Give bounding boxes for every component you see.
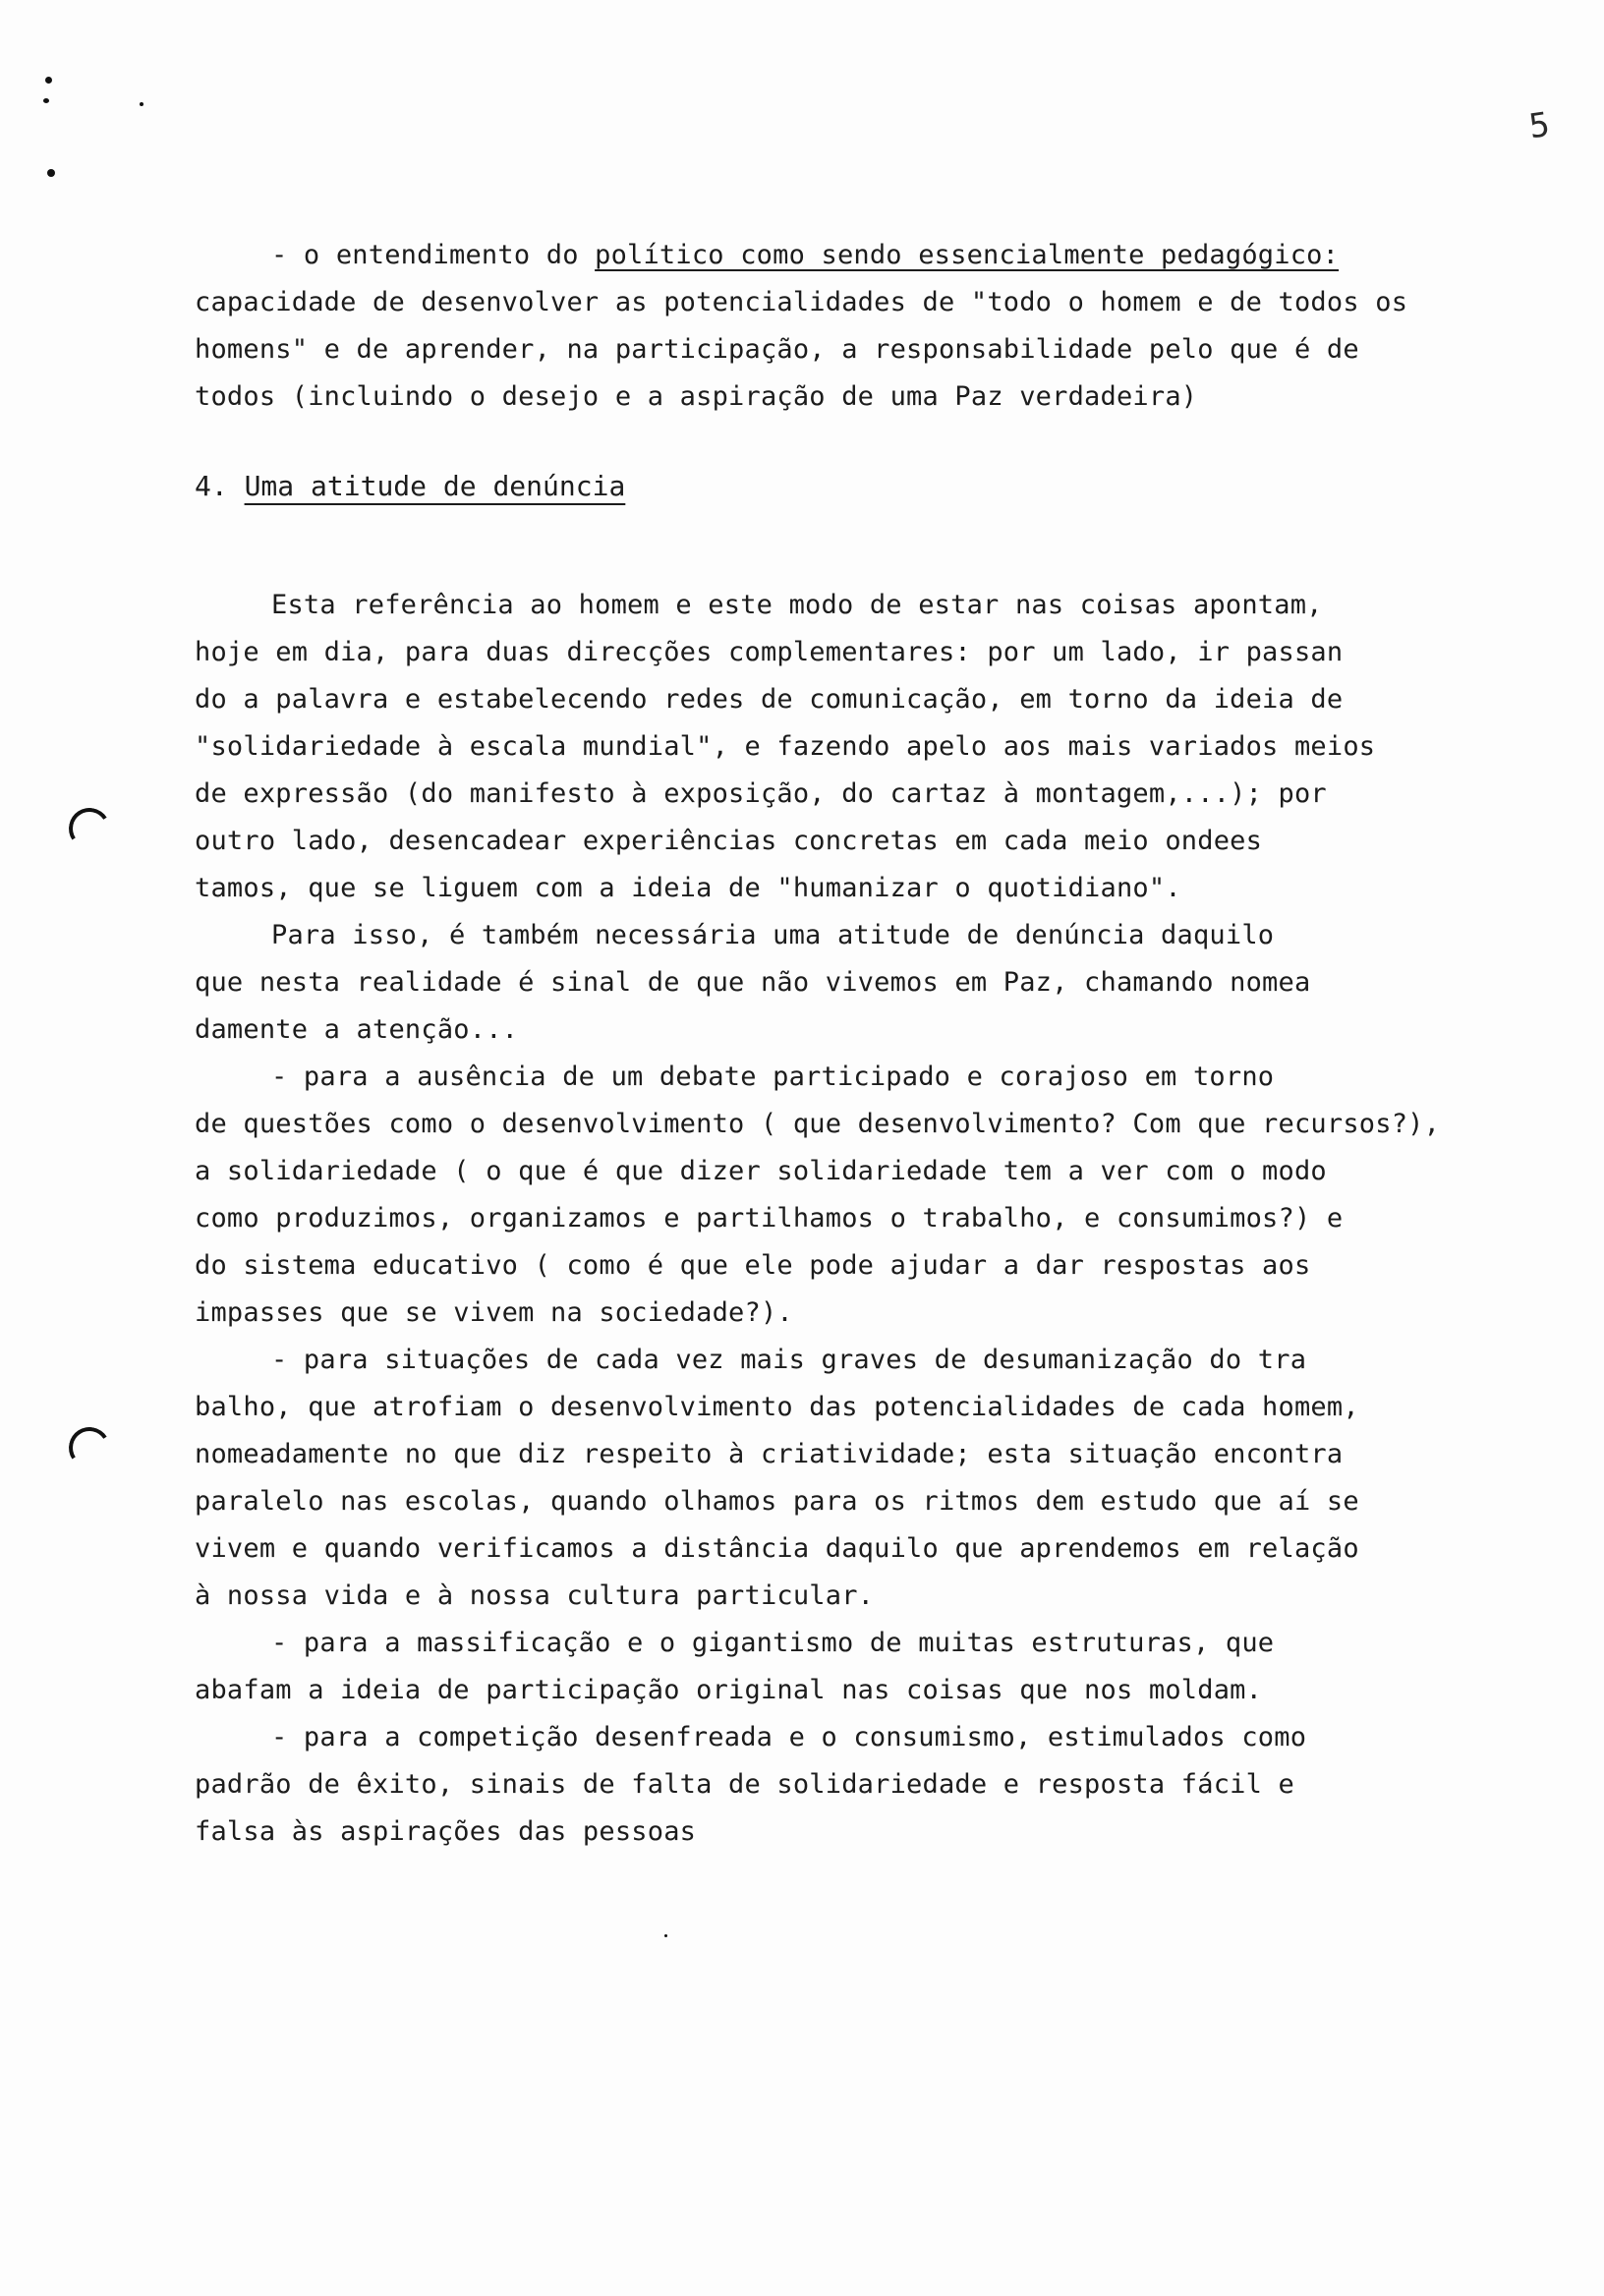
body-line: "solidariedade à escala mundial", e fazendo apelo aos mais variados meios	[195, 731, 1376, 762]
body-line: damente a atenção...	[195, 1014, 519, 1045]
punch-hole-mark	[65, 1423, 114, 1472]
body-line: de questões como o desenvolvimento ( que desenvolvimento? Com que recursos?),	[195, 1109, 1441, 1139]
body-line: nomeadamente no que diz respeito à criatividade; esta situação encontra	[195, 1439, 1344, 1469]
body-line: de expressão (do manifesto à exposição, do cartaz à montagem,...); por	[195, 778, 1327, 809]
body-line: - para a ausência de um debate participado e corajoso em torno	[271, 1062, 1275, 1092]
margin-dot	[43, 98, 49, 103]
body-line: impasses que se vivem na sociedade?).	[195, 1297, 793, 1328]
body-line: vivem e quando verificamos a distância daquilo que aprendemos em relação	[195, 1533, 1359, 1564]
body-line: tamos, que se liguem com a ideia de "humanizar o quotidiano".	[195, 873, 1181, 903]
body-line: a solidariedade ( o que é que dizer solidariedade tem a ver com o modo	[195, 1156, 1327, 1186]
body-line: Esta referência ao homem e este modo de estar nas coisas apontam,	[271, 590, 1323, 620]
body-line: paralelo nas escolas, quando olhamos para os ritmos dem estudo que aí se	[195, 1486, 1359, 1517]
body-line: balho, que atrofiam o desenvolvimento das potencialidades de cada homem,	[195, 1392, 1359, 1422]
page-number: 5	[1526, 104, 1553, 147]
body-line: do a palavra e estabelecendo redes de comunicação, em torno da ideia de	[195, 684, 1344, 715]
body-line: padrão de êxito, sinais de falta de solidariedade e resposta fácil e	[195, 1769, 1294, 1800]
punch-hole-mark	[65, 804, 114, 853]
body-line: à nossa vida e à nossa cultura particular.	[195, 1580, 875, 1611]
margin-dot	[45, 77, 52, 84]
intro-line: - o entendimento do político como sendo essencialmente pedagógico:	[271, 240, 1340, 270]
intro-line: homens" e de aprender, na participação, a responsabilidade pelo que é de	[195, 334, 1359, 365]
section-heading	[195, 470, 625, 502]
body-line: - para a massificação e o gigantismo de muitas estruturas, que	[271, 1628, 1275, 1658]
body-line: abafam a ideia de participação original nas coisas que nos moldam.	[195, 1675, 1263, 1705]
body-line: como produzimos, organizamos e partilhamos o trabalho, e consumimos?) e	[195, 1203, 1344, 1234]
body-text	[195, 582, 1441, 1856]
body-line: do sistema educativo ( como é que ele pode ajudar a dar respostas aos	[195, 1250, 1311, 1281]
body-line: hoje em dia, para duas direcções complementares: por um lado, ir passan	[195, 637, 1344, 667]
intro-line: todos (incluindo o desejo e a aspiração de uma Paz verdadeira)	[195, 381, 1198, 412]
body-line: outro lado, desencadear experiências concretas em cada meio ondees	[195, 826, 1263, 856]
body-line: - para situações de cada vez mais graves de desumanização do tra	[271, 1345, 1307, 1375]
margin-dot	[47, 169, 55, 177]
body-line: falsa às aspirações das pessoas	[195, 1816, 697, 1847]
section-title: Uma atitude de denúncia	[244, 470, 626, 502]
intro-paragraph	[195, 232, 1423, 421]
stray-dot	[664, 1934, 667, 1937]
body-line: Para isso, é também necessária uma atitude de denúncia daquilo	[271, 920, 1275, 950]
section-number: 4.	[195, 470, 228, 502]
intro-line: capacidade de desenvolver as potencialidades de "todo o homem e de todos os	[195, 287, 1408, 317]
body-line: - para a competição desenfreada e o consumismo, estimulados como	[271, 1722, 1307, 1752]
margin-dot	[140, 102, 143, 106]
body-line: que nesta realidade é sinal de que não vivemos em Paz, chamando nomea	[195, 967, 1311, 998]
